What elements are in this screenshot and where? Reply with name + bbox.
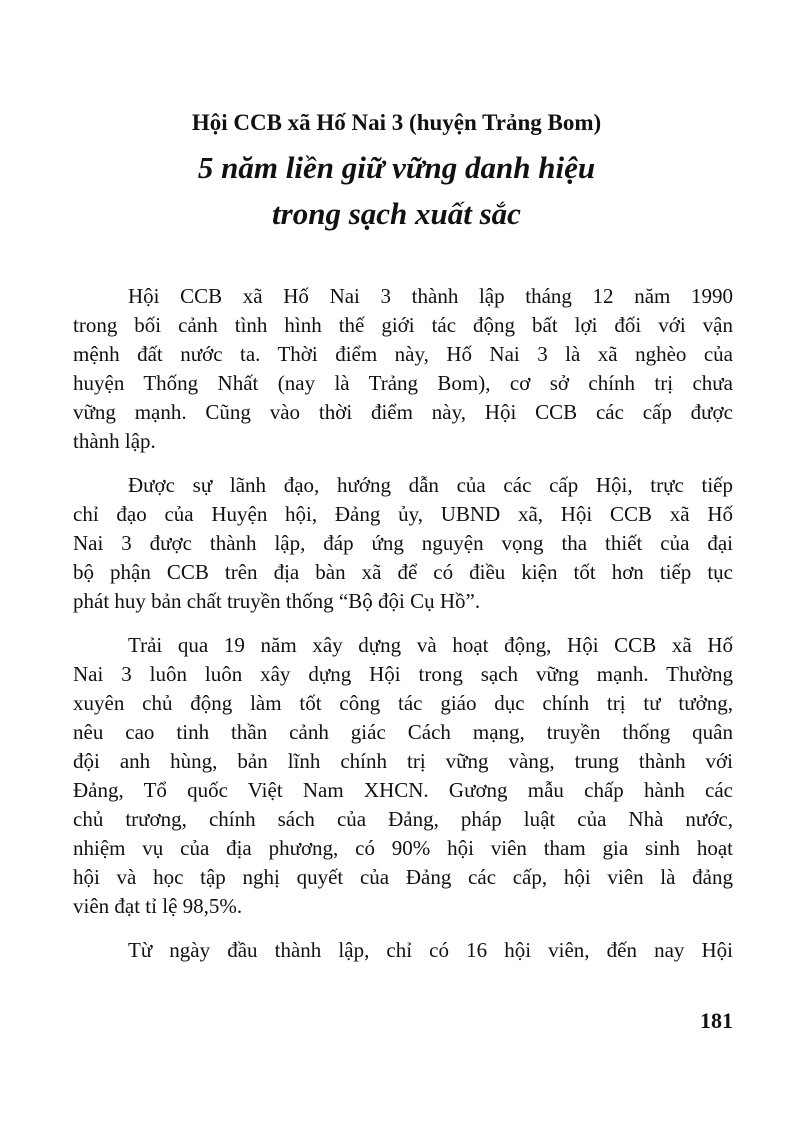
text-line: huyện Thống Nhất (nay là Trảng Bom), cơ sở chính trị chưa	[73, 371, 733, 395]
page-number: 181	[700, 1008, 733, 1033]
text-line: thành lập.	[73, 429, 156, 453]
text-line: Trải qua 19 năm xây dựng và hoạt động, Hội CCB xã Hố	[128, 633, 733, 657]
text-line: nhiệm vụ của địa phương, có 90% hội viên tham gia sinh hoạt	[73, 836, 733, 860]
text-line: đội anh hùng, bản lĩnh chính trị vững vàng, trung thành với	[73, 749, 733, 773]
paragraph	[73, 471, 733, 616]
article-title-line: 5 năm liền giữ vững danh hiệu	[197, 150, 596, 185]
text-line: Từ ngày đầu thành lập, chỉ có 16 hội viên, đến nay Hội	[128, 938, 733, 962]
text-line: chủ trương, chính sách của Đảng, pháp luật của Nhà nước,	[73, 807, 733, 831]
text-line: Nai 3 được thành lập, đáp ứng nguyện vọng tha thiết của đại	[73, 531, 733, 555]
text-line: Được sự lãnh đạo, hướng dẫn của các cấp Hội, trực tiếp	[128, 473, 733, 497]
text-line: chỉ đạo của Huyện hội, Đảng ủy, UBND xã, Hội CCB xã Hố	[73, 502, 733, 526]
text-line: Hội CCB xã Hố Nai 3 thành lập tháng 12 năm 1990	[128, 284, 733, 308]
paragraph	[73, 631, 733, 921]
text-line: vững mạnh. Cũng vào thời điểm này, Hội CCB các cấp được	[73, 400, 733, 424]
text-line: hội và học tập nghị quyết của Đảng các cấp, hội viên là đảng	[73, 865, 733, 889]
text-line: xuyên chủ động làm tốt công tác giáo dục chính trị tư tưởng,	[73, 691, 733, 715]
paragraph	[73, 282, 733, 456]
text-line: trong bối cảnh tình hình thế giới tác động bất lợi đối với vận	[73, 313, 733, 337]
article-subtitle: Hội CCB xã Hố Nai 3 (huyện Trảng Bom)	[191, 110, 602, 135]
article-body	[73, 282, 733, 980]
text-line: Nai 3 luôn luôn xây dựng Hội trong sạch vững mạnh. Thường	[73, 662, 733, 686]
text-line: mệnh đất nước ta. Thời điểm này, Hố Nai 3 là xã nghèo của	[73, 342, 733, 366]
paragraph	[73, 936, 733, 965]
text-line: viên đạt tỉ lệ 98,5%.	[73, 894, 243, 918]
text-line: nêu cao tinh thần cảnh giác Cách mạng, truyền thống quân	[73, 720, 733, 744]
text-line: Đảng, Tổ quốc Việt Nam XHCN. Gương mẫu chấp hành các	[73, 778, 733, 802]
text-line: bộ phận CCB trên địa bàn xã để có điều kiện tốt hơn tiếp tục	[73, 560, 733, 584]
article-title-line: trong sạch xuất sắc	[272, 196, 521, 231]
text-line: phát huy bản chất truyền thống “Bộ đội Cụ Hồ”.	[73, 589, 481, 613]
